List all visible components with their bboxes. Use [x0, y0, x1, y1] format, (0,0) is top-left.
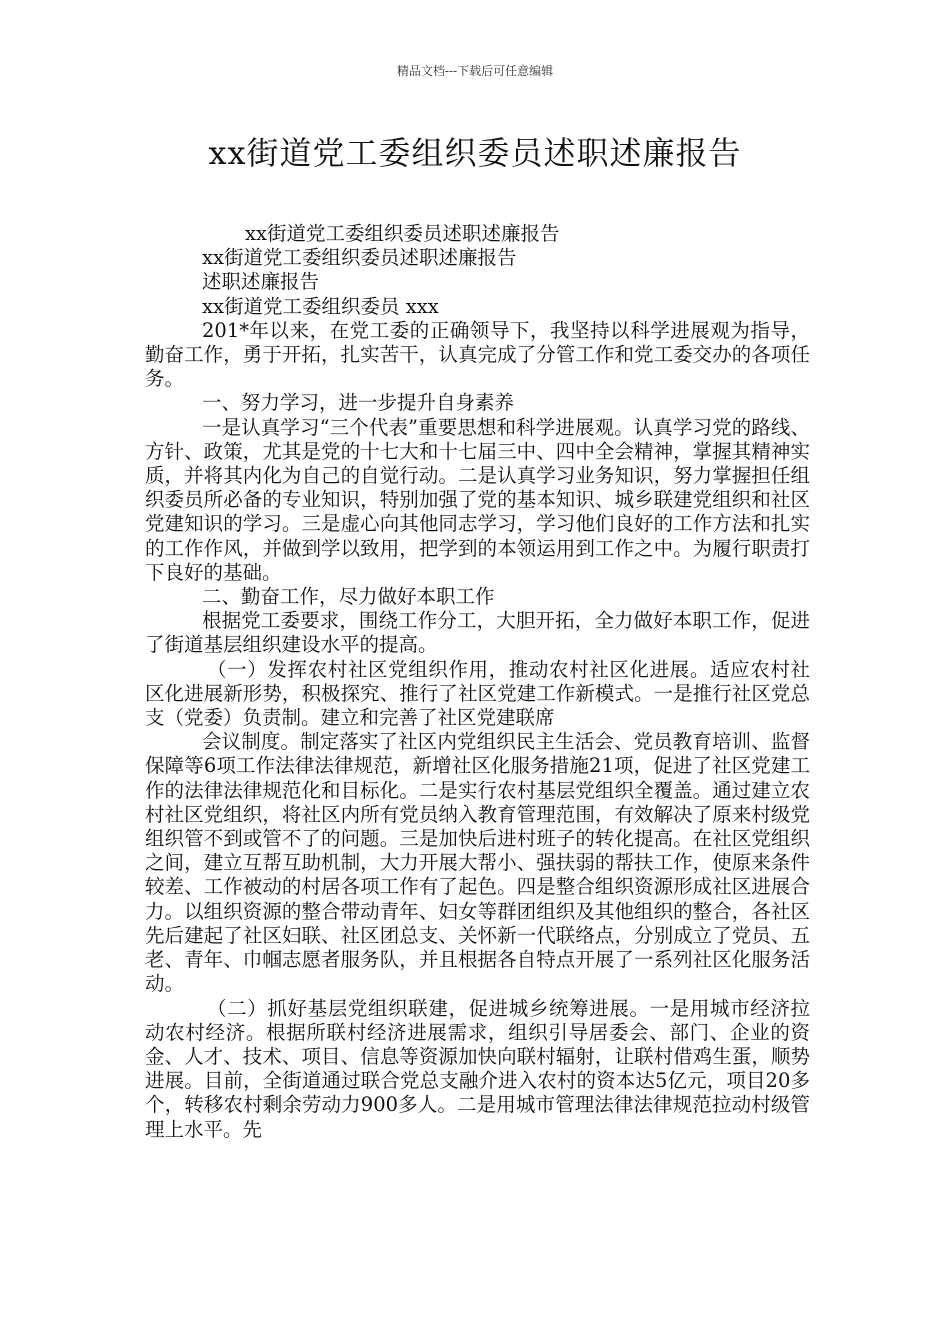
body-paragraph: （一）发挥农村社区党组织作用，推动农村社区化进展。适应农村社区化进展新形势，积极探究、推行了社区党建工作新模式。一是推行社区党总支（党委）负责制。建立和完善了社区党建联席	[145, 657, 810, 730]
subtitle-line: xx街道党工委组织委员述职述廉报告	[245, 222, 560, 245]
body-paragraph: 根据党工委要求，围绕工作分工，大胆开拓，全力做好本职工作，促进了街道基层组织建设水平的提高。	[145, 609, 810, 657]
document-body	[145, 222, 810, 1142]
body-paragraph: （二）抓好基层党组织联建，促进城乡统筹进展。一是用城市经济拉动农村经济。根据所联村经济进展需求，组织引导居委会、部门、企业的资金、人才、技术、项目、信息等资源加快向联村辐射，让联村借鸡生蛋，顺势进展。目前，全街道通过联合党总支融介进入农村的资本达5亿元，项目20多个，转移农村剩余劳动力900多人。二是用城市管理法律法律规范拉动村级管理上水平。先	[145, 996, 810, 1141]
body-paragraph: 会议制度。制定落实了社区内党组织民主生活会、党员教育培训、监督保障等6项工作法律法律规范，新增社区化服务措施21项，促进了社区党建工作的法律法律规范化和目标化。二是实行农村基层党组织全覆盖。通过建立农村社区党组织，将社区内所有党员纳入教育管理范围，有效解决了原来村级党组织管不到或管不了的问题。三是加快后进村班子的转化提高。在社区党组织之间，建立互帮互助机制，大力开展大帮小、强扶弱的帮扶工作，使原来条件较差、工作被动的村居各项工作有了起色。四是整合组织资源形成社区进展合力。以组织资源的整合带动青年、妇女等群团组织及其他组织的整合，各社区先后建起了社区妇联、社区团总支、关怀新一代联络点，分别成立了党员、五老、青年、巾帼志愿者服务队，并且根据各自特点开展了一系列社区化服务活动。	[145, 730, 810, 996]
section-heading: 二、勤奋工作，尽力做好本职工作	[202, 585, 495, 609]
body-paragraph: 一是认真学习“三个代表”重要思想和科学进展观。认真学习党的路线、方针、政策，尤其是党的十七大和十七届三中、四中全会精神，掌握其精神实质，并将其内化为自己的自觉行动。二是认真学习业务知识，努力掌握担任组织委员所必备的专业知识，特别加强了党的基本知识、城乡联建党组织和社区党建知识的学习。三是虚心向其他同志学习，学习他们良好的工作方法和扎实的工作作风，并做到学以致用，把学到的本领运用到工作之中。为履行职责打下良好的基础。	[145, 415, 810, 584]
author-line: xx街道党工委组织委员 xxx	[202, 294, 439, 318]
document-title: xx街道党工委组织委员述职述廉报告	[208, 134, 742, 172]
subtitle-line: xx街道党工委组织委员述职述廉报告	[202, 246, 517, 270]
header-note: 精品文档---下载后可任意编辑	[396, 64, 554, 78]
body-paragraph: 201*年以来，在党工委的正确领导下，我坚持以科学进展观为指导，勤奋工作，勇于开拓，扎实苦干，认真完成了分管工作和党工委交办的各项任务。	[145, 318, 810, 391]
section-heading: 一、努力学习，进一步提升自身素养	[202, 391, 515, 415]
subtitle-line: 述职述廉报告	[202, 270, 320, 294]
